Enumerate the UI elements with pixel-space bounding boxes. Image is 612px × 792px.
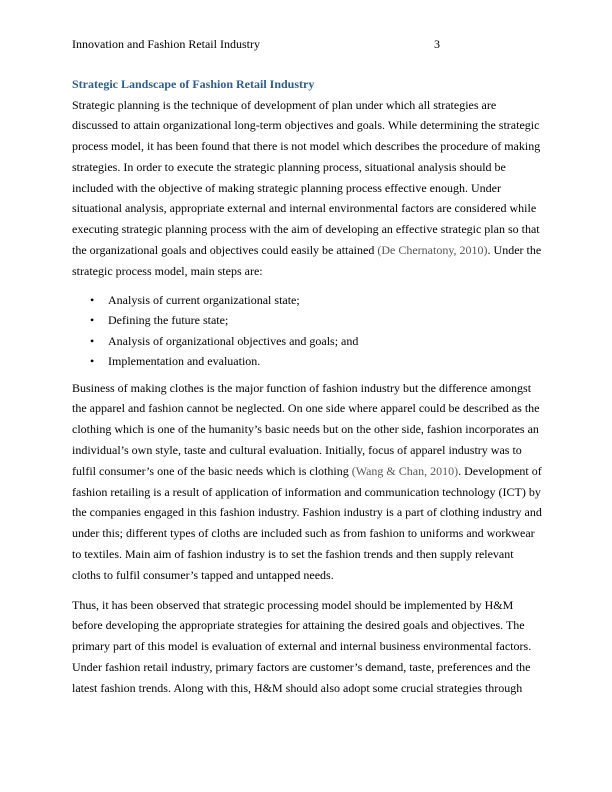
list-item-text: Implementation and evaluation. [108,354,261,369]
section-heading: Strategic Landscape of Fashion Retail Industry [72,77,315,91]
list-item [72,331,542,352]
citation-wang-chan: (Wang & Chan, 2010) [351,463,459,478]
paragraph-fashion-industry [72,378,542,586]
paragraph-text: . Development of fashion retailing is a result of application of information and communication technology (ICT) by the companies engaged in this fashion industry. Fashion industry is a part of clothing industry and under this; different types of cloths are included such as from fashion to uniforms and workwear to textiles. Main aim of fashion industry is to set the fashion trends and then supply relevant cloths to fulfil consumer’s tapped and untapped needs. [72,463,542,582]
paragraph-spacer [72,586,542,595]
list-item-text: Analysis of current organizational state; [108,292,300,307]
paragraph-strategic-planning [72,95,542,282]
list-item [72,351,542,372]
citation-de-chernatony: (De Chernatony, 2010) [377,243,488,258]
list-item-text: Analysis of organizational objectives and goals; and [108,333,359,348]
page-header [72,36,540,52]
paragraph-hm-strategy: Thus, it has been observed that strategic processing model should be implemented by H&M before developing the appropriate strategies for attaining the desired goals and objectives. The primary part of this model is evaluation of external and internal business environmental factors. Under fashion retail industry, primary factors are customer’s demand, taste, preferences and the latest fashion trends. Along with this, H&M should also adopt some crucial strategies through [72,597,532,695]
list-item [72,310,542,331]
bullet-icon: • [90,292,95,307]
body-content [72,74,542,699]
bullet-icon: • [90,313,95,328]
page-number: 3 [434,37,440,51]
list-item [72,290,542,311]
list-item-text: Defining the future state; [108,313,229,328]
bullet-icon: • [90,333,95,348]
paragraph-text: Business of making clothes is the major function of fashion industry but the difference amongst the apparel and fashion cannot be neglected. On one side where apparel could be described as the clothing which is one of the humanity’s basic needs but on the other side, fashion incorporates an individual’s own style, taste and cultural evaluation. Initially, focus of apparel industry was to fulfil consumer’s one of the basic needs which is clothing [72,380,540,478]
bullet-icon: • [90,354,95,369]
paragraph-text: Strategic planning is the technique of development of plan under which all strategies are discussed to attain organizational long-term objectives and goals. While determining the strategic process model, it has been found that there is not model which describes the procedure of making strategies. In order to execute the strategic planning process, situational analysis should be included with the objective of making strategic planning process effective enough. Under situational analysis, appropriate external and internal environmental factors are considered while executing strategic planning process with the aim of developing an effective strategic plan so that the organizational goals and objectives could easily be attained [72,97,541,258]
steps-list [72,290,542,372]
running-title: Innovation and Fashion Retail Industry [72,37,260,51]
paragraph-text: . Under the strategic process model, main steps are: [72,243,542,278]
